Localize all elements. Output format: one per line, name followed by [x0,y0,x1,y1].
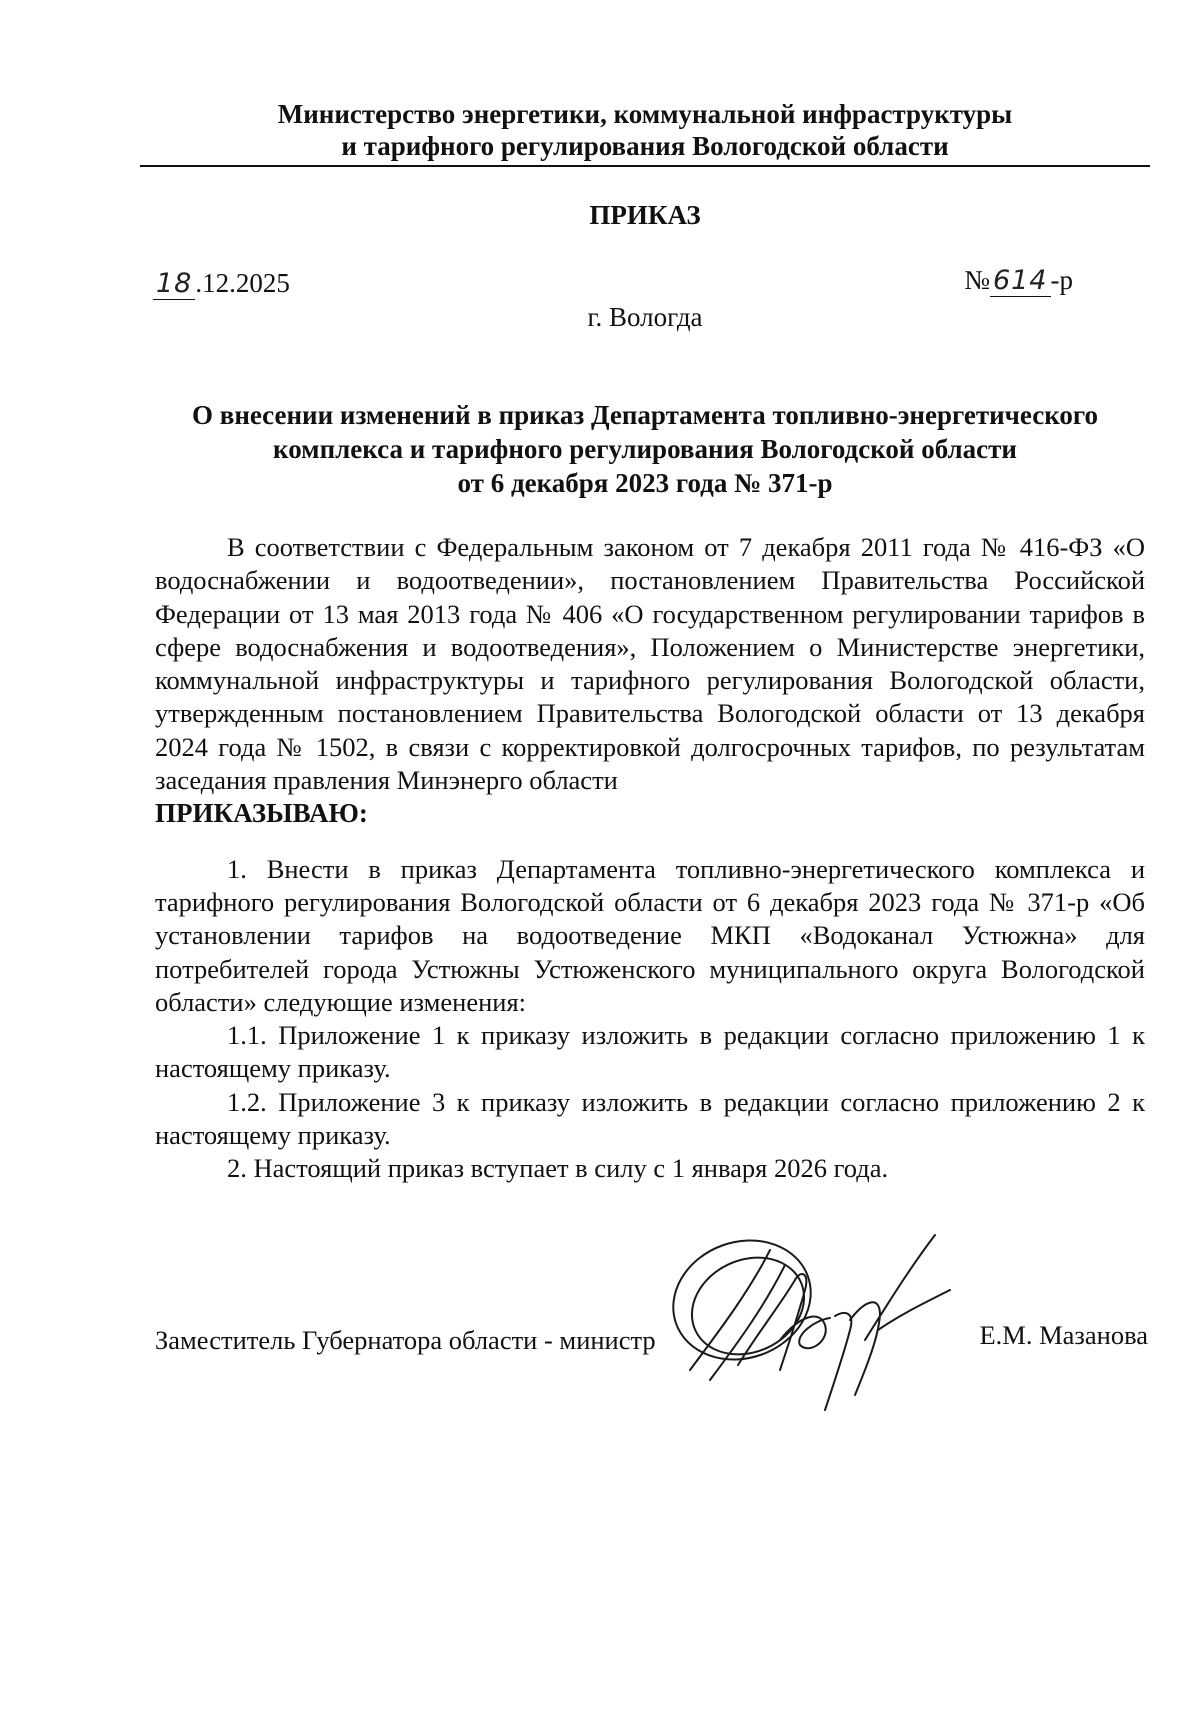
signer-name: Е.М. Мазанова [979,1320,1148,1350]
subject-line-2: комплекса и тарифного регулирования Вологодской области [273,434,1017,464]
order-date-rest: .12.2025 [195,268,290,298]
order-title: ПРИКАЗ [589,200,701,230]
item-1-1: 1.1. Приложение 1 к приказу изложить в редакции согласно приложению 1 к настоящему приказу. [155,1020,1145,1084]
ministry-header [140,98,1150,162]
preamble-paragraph: В соответствии с Федеральным законом от 7 декабря 2011 года № 416-ФЗ «О водоснабжении и водоотведении», постановлением Правительства Российской Федерации от 13 мая 2013 года № 406 «О государственном регулировании тарифов в сфере водоснабжения и водоотведения», Положением о Министерстве энергетики, коммунальной инфраструктуры и тарифного регулирования Вологодской области, утвержденным постановлением Правительства Вологодской области от 13 декабря 2024 года № 1502, в связи с корректировкой долгосрочных тарифов, по результатам заседания правления Минэнерго области [155,532,1145,796]
order-number-suffix: -р [1050,265,1073,295]
command-heading: ПРИКАЗЫВАЮ: [155,798,368,829]
subject-line-3: от 6 декабря 2023 года № 371-р [457,468,833,498]
order-subject [140,398,1150,500]
order-number-handwritten: 614 [990,265,1051,297]
item-2: 2. Настоящий приказ вступает в силу с 1 января 2026 года. [227,1153,889,1184]
order-date-day: 18 [153,268,195,300]
order-city: г. Вологда [587,302,703,332]
order-date [153,268,290,299]
order-number [964,265,1073,296]
ministry-line-1: Министерство энергетики, коммунальной инфраструктуры [277,99,1013,129]
handwritten-signature [650,1220,990,1420]
item-1: 1. Внести в приказ Департамента топливно-энергетического комплекса и тарифного регулирования Вологодской области от 6 декабря 2023 года № 371-р «Об установлении тарифов на водоотведение МКП «Водоканал Устюжна» для потребителей города Устюжны Устюженского муниципального округа Вологодской области» следующие изменения: [155,853,1145,1017]
order-body [155,531,1145,1186]
ministry-line-2: и тарифного регулирования Вологодской области [341,131,949,161]
signer-position: Заместитель Губернатора области - министр [155,1325,656,1355]
order-number-prefix: № [964,265,990,295]
header-rule [140,165,1150,167]
subject-line-1: О внесении изменений в приказ Департамента топливно-энергетического [191,400,1098,430]
item-1-2: 1.2. Приложение 3 к приказу изложить в редакции согласно приложению 2 к настоящему приказу. [155,1086,1145,1151]
